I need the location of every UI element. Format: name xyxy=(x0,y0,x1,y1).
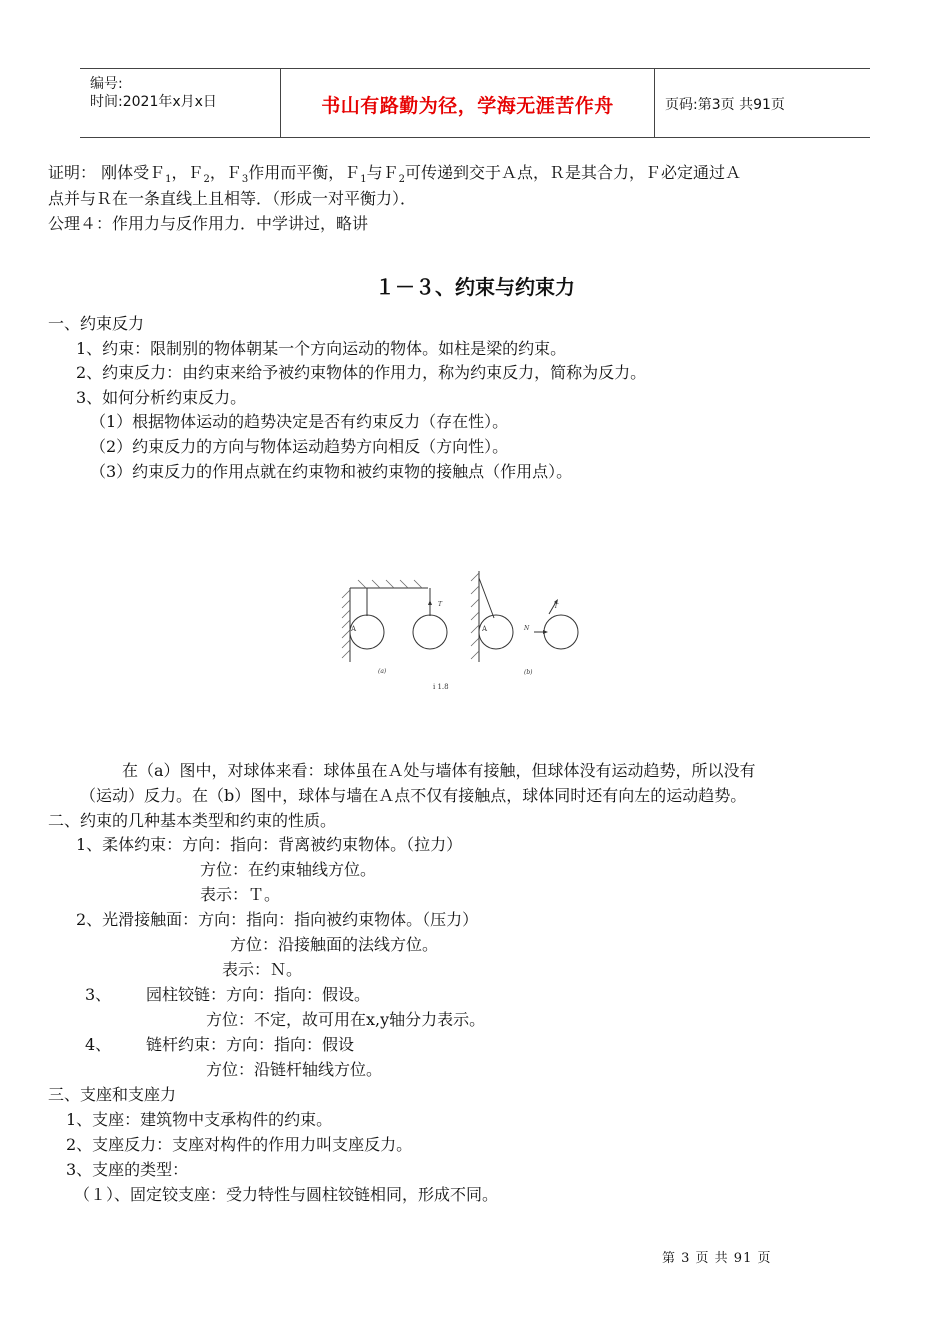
ball-b-free xyxy=(544,615,578,649)
s3-item-1: 1、支座：建筑物中支承构件的约束。 xyxy=(66,1110,333,1129)
s2-1-line-b: 方位：在约束轴线方位。 xyxy=(200,860,377,879)
s2-1-line-c: 表示：Ｔ。 xyxy=(200,885,281,904)
label-a-point: A xyxy=(351,625,357,633)
constraint-figure xyxy=(336,566,586,696)
s2-4-num: 4、 xyxy=(85,1035,112,1054)
label-t-a: T xyxy=(438,601,443,608)
page-header xyxy=(80,68,870,138)
subscript: 1 xyxy=(360,174,367,186)
header-motto-cell xyxy=(280,69,655,137)
figure-caption: i 1.8 xyxy=(433,683,449,691)
proof-line-2: 点并与Ｒ在一条直线上且相等．（形成一对平衡力）． xyxy=(48,189,417,208)
subscript: 3 xyxy=(241,174,249,186)
proof-line-1 xyxy=(48,160,741,185)
s2-1-line-a: 1、柔体约束：方向：指向：背离被约束物体。（拉力） xyxy=(76,835,463,854)
hatching-b xyxy=(471,573,479,659)
ball-a-free xyxy=(413,615,447,649)
subscript: 2 xyxy=(203,174,210,186)
s3-item-3: 3、支座的类型： xyxy=(66,1160,189,1179)
header-meta xyxy=(80,69,280,137)
page-label: 页码:第3页 共91页 xyxy=(665,97,785,113)
s2-3-line-b: 方位：不定，故可用在x,y轴分力表示。 xyxy=(206,1010,486,1029)
arrowhead-a xyxy=(428,600,432,605)
s1-sub-1: （1）根据物体运动的趋势决定是否有约束反力（存在性）。 xyxy=(90,412,509,431)
s2-4-line-a: 链杆约束：方向：指向：假设 xyxy=(146,1035,355,1054)
para-a-line-2: （运动）反力。在（b）图中，球体与墙在Ａ点不仅有接触点，球体同时还有向左的运动趋势。 xyxy=(80,786,747,805)
s1-sub-2: （2）约束反力的方向与物体运动趋势方向相反（方向性）。 xyxy=(90,437,509,456)
proof-text: ，Ｆ xyxy=(171,163,204,182)
label-t-b: T xyxy=(554,603,559,610)
s1-heading: 一、约束反力 xyxy=(48,314,145,333)
number-label: 编号: xyxy=(90,76,123,92)
subscript: 2 xyxy=(398,174,406,186)
motto: 书山有路勤为径，学海无涯苦作舟 xyxy=(321,95,614,117)
s2-4-line-b: 方位：沿链杆轴线方位。 xyxy=(206,1060,383,1079)
proof-text: 证明： 刚体受Ｆ xyxy=(48,163,166,182)
s3-item-2: 2、支座反力：支座对构件的作用力叫支座反力。 xyxy=(66,1135,413,1154)
subscript: 1 xyxy=(165,174,172,186)
figure-a xyxy=(342,580,447,675)
label-b-point: A xyxy=(482,625,488,633)
header-page-cell xyxy=(655,69,870,137)
label-a: (a) xyxy=(378,668,387,675)
para-a-line-1: 在（a）图中，对球体来看：球体虽在Ａ处与墙体有接触，但球体没有运动趋势，所以没有 xyxy=(122,761,756,780)
hatching-a xyxy=(342,580,422,658)
s2-heading: 二、约束的几种基本类型和约束的性质。 xyxy=(48,811,337,830)
s2-2-line-b: 方位：沿接触面的法线方位。 xyxy=(230,935,439,954)
s1-item-2: 2、约束反力：由约束来给予被约束物体的作用力，称为约束反力，简称为反力。 xyxy=(76,363,647,382)
s3-heading: 三、支座和支座力 xyxy=(48,1085,177,1104)
proof-text: ，Ｆ xyxy=(209,163,242,182)
proof-text: 可传递到交于Ａ点，Ｒ是其合力，Ｆ必定通过Ａ xyxy=(405,163,742,182)
s1-item-3: 3、如何分析约束反力。 xyxy=(76,388,247,407)
label-b: (b) xyxy=(524,669,533,676)
s3-sub-1: （１）、固定铰支座：受力特性与圆柱铰链相同，形成不同。 xyxy=(74,1185,499,1204)
s1-sub-3: （3）约束反力的作用点就在约束物和被约束物的接触点（作用点）。 xyxy=(90,462,573,481)
label-n: N xyxy=(524,625,530,632)
figure-b xyxy=(471,571,578,676)
section-title: １－３、约束与约束力 xyxy=(375,275,575,299)
s2-2-line-c: 表示：Ｎ。 xyxy=(222,960,303,979)
proof-text: 作用而平衡，Ｆ xyxy=(248,163,361,182)
s2-3-num: 3、 xyxy=(85,985,112,1004)
axiom-4: 公理４：作用力与反作用力．中学讲过，略讲 xyxy=(48,214,369,233)
page-footer: 第 3 页 共 91 页 xyxy=(662,1251,772,1266)
s1-item-1: 1、约束：限制别的物体朝某一个方向运动的物体。如柱是梁的约束。 xyxy=(76,339,567,358)
s2-3-line-a: 园柱铰链：方向：指向：假设。 xyxy=(146,985,371,1004)
time-label: 时间:2021年x月x日 xyxy=(90,94,217,110)
s2-2-line-a: 2、光滑接触面：方向：指向：指向被约束物体。（压力） xyxy=(76,910,479,929)
proof-text: 与Ｆ xyxy=(366,163,399,182)
rope-b xyxy=(479,578,494,618)
